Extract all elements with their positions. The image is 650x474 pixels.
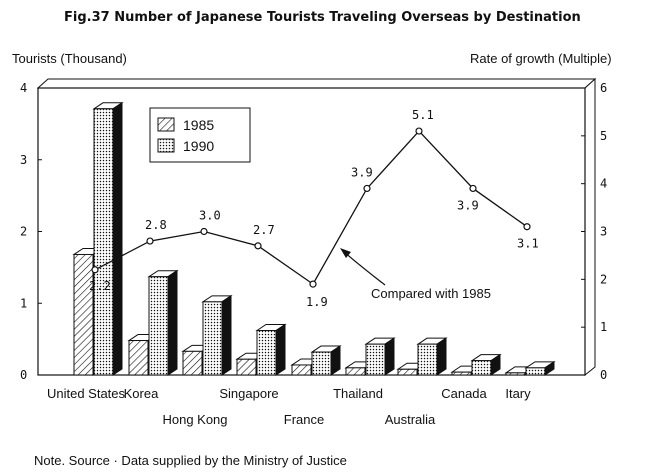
legend-label-1990: 1990: [183, 138, 215, 154]
y-axis-label: Tourists (Thousand): [12, 51, 127, 66]
y2-tick-label: 3: [600, 224, 608, 239]
bar-1990-5: [366, 338, 394, 375]
growth-point: [255, 243, 261, 249]
growth-label: 3.0: [199, 208, 221, 223]
growth-point: [416, 128, 422, 134]
bar-1990-0-side: [113, 103, 122, 375]
source-note: Note. Source · Data supplied by the Ministry of Justice: [34, 453, 347, 468]
y2-tick-label: 1: [600, 320, 608, 335]
y-tick-label: 4: [20, 81, 28, 95]
category-label: Thailand: [333, 386, 383, 401]
bar-1985-8-front: [506, 373, 525, 375]
annotation-text: Compared with 1985: [371, 286, 491, 301]
legend-label-1985: 1985: [183, 117, 215, 133]
category-label: Singapore: [219, 386, 279, 401]
growth-label: 3.1: [517, 236, 539, 251]
growth-point: [92, 267, 98, 273]
legend-swatch-1985: [158, 118, 174, 131]
bar-1990-2-front: [203, 302, 222, 375]
legend-swatch-1990: [158, 139, 174, 152]
bar-1985-3-front: [237, 359, 256, 375]
bar-1990-5-front: [366, 344, 385, 375]
growth-point: [147, 238, 153, 244]
growth-label: 1.9: [306, 295, 328, 310]
category-label: Australia: [384, 412, 436, 427]
y2-tick-label: 0: [600, 368, 608, 382]
bar-1990-4-front: [312, 352, 331, 375]
bar-1990-5-side: [385, 338, 394, 375]
y2-tick-label: 5: [600, 128, 608, 143]
y2-tick-label: 2: [600, 272, 608, 287]
y-tick-label: 3: [20, 152, 28, 167]
bars: [74, 103, 554, 375]
category-label: France: [283, 412, 325, 427]
bar-1990-1: [149, 271, 177, 375]
bar-1990-8-front: [526, 368, 545, 375]
bar-1990-6-front: [418, 344, 437, 375]
category-label: United States: [46, 386, 126, 401]
bar-1990-7-front: [472, 361, 491, 375]
bar-1990-3: [257, 325, 285, 375]
growth-point: [201, 229, 207, 235]
bar-1985-0-front: [74, 254, 93, 375]
bar-1990-7: [472, 355, 500, 375]
bar-1985-5-front: [346, 368, 365, 375]
bar-1990-6: [418, 338, 446, 375]
bar-1990-8: [526, 362, 554, 375]
bar-1990-2: [203, 296, 231, 375]
category-label: Itary: [505, 386, 531, 401]
growth-label: 3.9: [457, 198, 479, 213]
bar-1990-2-side: [222, 296, 231, 375]
legend: [150, 108, 250, 162]
bar-1985-2-front: [183, 351, 202, 375]
growth-point: [364, 185, 370, 191]
y-tick-label: 1: [20, 296, 28, 311]
y2-tick-label: 6: [600, 81, 608, 95]
category-label: Korea: [123, 386, 159, 401]
bar-1990-1-front: [149, 277, 168, 375]
growth-label: 2.7: [253, 222, 275, 237]
bar-1990-3-side: [276, 325, 285, 375]
bar-1985-4-front: [292, 365, 311, 375]
bar-1990-4: [312, 346, 340, 375]
bar-1990-0-front: [94, 109, 113, 375]
growth-point: [310, 281, 316, 287]
bar-1985-7-front: [452, 372, 471, 375]
growth-label: 3.9: [351, 165, 373, 180]
bar-1985-1-front: [129, 341, 148, 375]
category-label: Hong Kong: [162, 412, 228, 427]
bar-1990-3-front: [257, 331, 276, 375]
annotation: [340, 248, 491, 301]
bar-1985-6-front: [398, 369, 417, 375]
annotation-arrow: [343, 251, 385, 285]
chart-title: Fig.37 Number of Japanese Tourists Traveling Overseas by Destination: [64, 10, 581, 25]
growth-point: [524, 224, 530, 230]
growth-point: [470, 185, 476, 191]
growth-label: 2.8: [145, 218, 167, 233]
y2-axis-label: Rate of growth (Multiple): [470, 51, 612, 66]
category-labels: [47, 386, 531, 427]
growth-label: 2.2: [89, 278, 111, 293]
y-axis-ticks: [20, 81, 42, 382]
y-tick-label: 2: [20, 224, 28, 239]
bar-1990-6-side: [437, 338, 446, 375]
category-label: Canada: [441, 386, 487, 401]
y2-tick-label: 4: [600, 176, 608, 191]
bar-1990-1-side: [168, 271, 177, 375]
bar-1990-0: [94, 103, 122, 375]
growth-label: 5.1: [412, 108, 434, 123]
y-tick-label: 0: [20, 368, 28, 382]
